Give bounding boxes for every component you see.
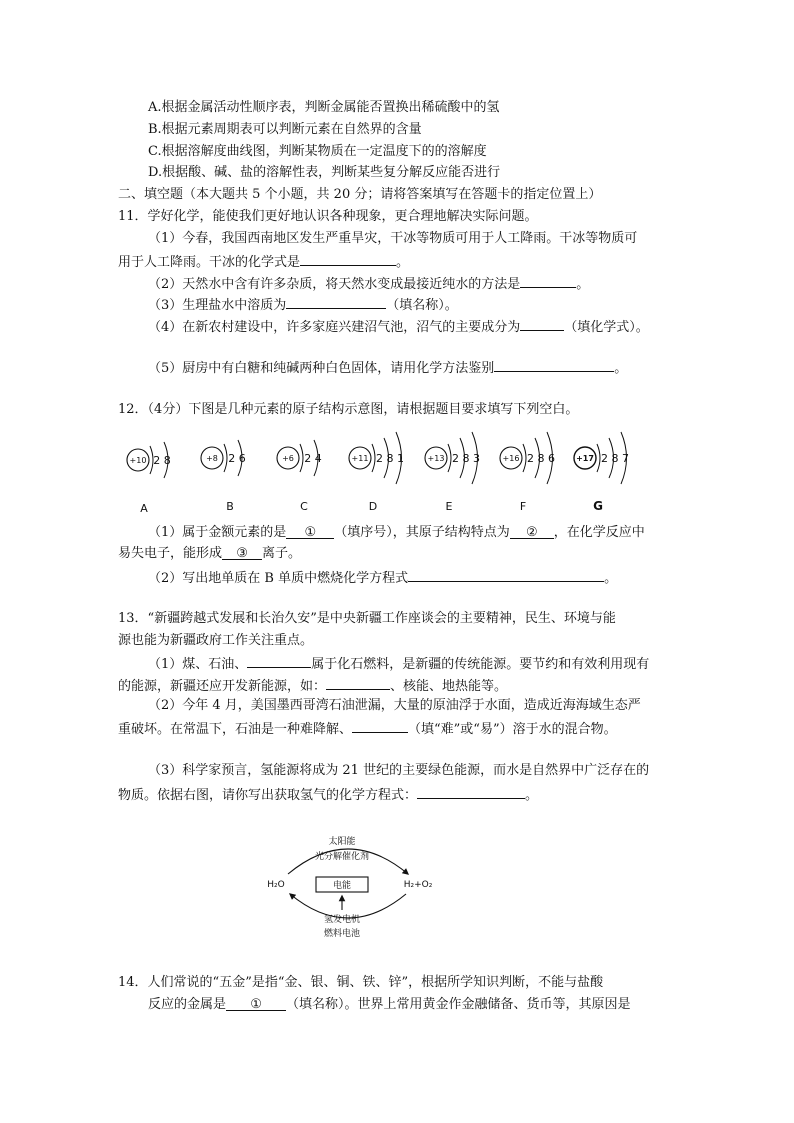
section-header: 二、填空题（本大题共 5 个小题，共 20 分；请将答案填写在答题卡的指定位置上） bbox=[118, 187, 602, 202]
q12-part1b-text: 易失电子，能形成 bbox=[118, 546, 223, 561]
q11-part3 bbox=[148, 293, 458, 316]
atom-e-nucleus: +13 bbox=[427, 454, 445, 463]
atom-g-nucleus: +17 bbox=[576, 454, 594, 463]
atom-a-shells: 2 8 bbox=[153, 454, 171, 467]
q12-part1b-end: 离子。 bbox=[262, 546, 302, 561]
q12-part1-text: （1）属于金额元素的是 bbox=[148, 525, 287, 540]
atom-g-shells: 2 8 7 bbox=[601, 452, 629, 465]
q13-part1-line2 bbox=[118, 674, 507, 697]
atom-b-shells: 2 6 bbox=[228, 452, 246, 465]
q11-part4 bbox=[148, 315, 649, 338]
atom-f-nucleus: +16 bbox=[502, 454, 520, 463]
q13-blank-hydrogen-equation[interactable] bbox=[417, 783, 525, 799]
q12-part2-end: 。 bbox=[604, 571, 618, 586]
q12-stem: 12．（4分）下图是几种元素的原子结构示意图，请根据题目要求填写下列空白。 bbox=[118, 402, 579, 417]
q11-stem: 11．学好化学，能使我们更好地认识各种现象，更合理地解决实际问题。 bbox=[118, 209, 538, 224]
option-c: C.根据溶解度曲线图，判断某物质在一定温度下的的溶解度 bbox=[148, 144, 487, 159]
q11-blank-dry-ice[interactable] bbox=[300, 250, 396, 266]
atom-g-label: G bbox=[593, 499, 603, 513]
fuel-cell-label: 燃料电池 bbox=[323, 929, 361, 939]
q14-line1: 14．人们常说的“五金”是指“金、银、铜、铁、锌”，根据所学知识判断，不能与盐酸 bbox=[118, 975, 604, 990]
q13-part3-line1: （3）科学家预言，氢能源将成为 21 世纪的主要绿色能源，而水是自然界中广泛存在的 bbox=[148, 763, 650, 778]
solar-energy-label: 太阳能 bbox=[328, 837, 356, 847]
q12-blank-1[interactable]: ① bbox=[286, 523, 334, 539]
electric-energy-label: 电能 bbox=[332, 881, 352, 891]
q13-part1b-text: 的能源，新疆还应开发新能源，如： bbox=[118, 679, 327, 694]
q14-line2 bbox=[148, 995, 631, 1015]
q11-part4-text: （4）在新农村建设中，许多家庭兴建沼气池，沼气的主要成分为 bbox=[148, 320, 521, 335]
q12-part1-line1 bbox=[148, 523, 645, 543]
q11-part1-line2 bbox=[118, 250, 409, 273]
q11-part5 bbox=[148, 356, 627, 379]
atomic-structure-svg bbox=[118, 420, 678, 520]
q11-part5-end: 。 bbox=[614, 361, 628, 376]
q14-blank-1[interactable]: ① bbox=[226, 995, 286, 1011]
q13-part1-line1 bbox=[148, 652, 649, 675]
q11-part1-end: 。 bbox=[396, 255, 410, 270]
q13-part3b-text: 物质。依据右图，请你写出获取氢气的化学方程式： bbox=[118, 788, 418, 803]
hydrogen-cycle-svg bbox=[248, 830, 448, 945]
catalyst-label: 光分解催化剂 bbox=[314, 852, 370, 862]
q11-part2 bbox=[148, 272, 589, 295]
q13-stem-line2: 源也能为新疆政府工作关注重点。 bbox=[118, 633, 314, 648]
q12-part1-line2 bbox=[118, 544, 301, 564]
atom-a-nucleus: +10 bbox=[129, 456, 147, 465]
q11-part4-end: （填化学式）。 bbox=[564, 320, 649, 335]
q11-part2-end: 。 bbox=[576, 277, 590, 292]
q11-part2-text: （2）天然水中含有许多杂质，将天然水变成最接近纯水的方法是 bbox=[148, 277, 521, 292]
q13-blank-new-energy[interactable] bbox=[326, 674, 390, 690]
atom-c-nucleus: +6 bbox=[282, 454, 294, 463]
atom-e-shells: 2 8 3 bbox=[452, 452, 480, 465]
q14-line2-end: （填名称）。世界上常用黄金作金融储备、货币等，其原因是 bbox=[286, 997, 631, 1012]
option-b: B.根据元素周期表可以判断元素在自然界的含量 bbox=[148, 122, 422, 137]
hydrogen-generator-label: 氢发电机 bbox=[323, 915, 361, 925]
atom-b-label: B bbox=[226, 500, 234, 513]
atom-e-label: E bbox=[445, 500, 453, 513]
q11-part3-text: （3）生理盐水中溶质为 bbox=[148, 298, 287, 313]
atom-d-label: D bbox=[368, 500, 378, 513]
q13-part2-line1: （2）今年 4 月，美国墨西哥湾石油泄漏，大量的原油浮于水面，造成近海海域生态严 bbox=[148, 698, 641, 713]
atom-b-nucleus: +8 bbox=[206, 454, 218, 463]
q11-blank-pure-water[interactable] bbox=[520, 272, 576, 288]
q12-part2 bbox=[148, 566, 617, 589]
q13-part3-line2 bbox=[118, 783, 538, 806]
water-label: H₂O bbox=[267, 880, 285, 890]
q12-part1-mid: （填序号），其原子结构特点为 bbox=[334, 525, 510, 540]
q13-part1-text: （1）煤、石油、 bbox=[148, 657, 248, 672]
option-d: D.根据酸、碱、盐的溶解性表，判断某些复分解反应能否进行 bbox=[148, 165, 501, 180]
option-a: A.根据金属活动性顺序表，判断金属能否置换出稀硫酸中的氢 bbox=[148, 100, 500, 115]
q13-part2b-text: 重破坏。在常温下，石油是一种难降解、 bbox=[118, 722, 353, 737]
q12-blank-equation[interactable] bbox=[408, 566, 604, 582]
q11-blank-biogas[interactable] bbox=[520, 315, 564, 331]
q13-blank-solubility[interactable] bbox=[352, 717, 408, 733]
q13-part2b-end: （填“难”或“易”）溶于水的混合物。 bbox=[408, 722, 617, 737]
hydrogen-oxygen-label: H₂+O₂ bbox=[403, 880, 433, 890]
q13-stem-line1: 13．“新疆跨越式发展和长治久安”是中央新疆工作座谈会的主要精神，民生、环境与能 bbox=[118, 611, 616, 626]
atom-d-shells: 2 8 1 bbox=[376, 452, 404, 465]
q13-blank-fossil[interactable] bbox=[247, 652, 311, 668]
q14-line2-text: 反应的金属是 bbox=[148, 997, 227, 1012]
q11-blank-solute[interactable] bbox=[286, 293, 386, 309]
atom-f-label: F bbox=[519, 500, 527, 513]
atomic-structure-figure bbox=[118, 420, 678, 520]
q12-blank-3[interactable]: ③ bbox=[222, 544, 262, 560]
q11-part5-text: （5）厨房中有白糖和纯碱两种白色固体，请用化学方法鉴别 bbox=[148, 361, 495, 376]
q12-part2-text: （2）写出地单质在 B 单质中燃烧化学方程式 bbox=[148, 571, 409, 586]
q13-part1-end: 属于化石燃料，是新疆的传统能源。要节约和有效利用现有 bbox=[311, 657, 650, 672]
atom-f-shells: 2 8 6 bbox=[527, 452, 555, 465]
q13-part1b-end: 、核能、地热能等。 bbox=[390, 679, 508, 694]
q12-blank-2[interactable]: ② bbox=[510, 523, 554, 539]
atom-d-nucleus: +11 bbox=[351, 454, 369, 463]
atom-c-shells: 2 4 bbox=[304, 452, 322, 465]
q13-part2-line2 bbox=[118, 717, 617, 740]
q13-part3b-end: 。 bbox=[525, 788, 539, 803]
q11-part1-line1: （1）今春，我国西南地区发生严重旱灾，干冰等物质可用于人工降雨。干冰等物质可 bbox=[148, 231, 638, 246]
q11-part3-end: （填名称）。 bbox=[386, 298, 458, 313]
q11-blank-identify[interactable] bbox=[494, 356, 614, 372]
atom-c-label: C bbox=[300, 500, 308, 513]
q12-part1-end: ，在化学反应中 bbox=[553, 525, 645, 540]
atom-a-label: A bbox=[140, 502, 148, 515]
q11-part1-text: 用于人工降雨。干冰的化学式是 bbox=[118, 255, 301, 270]
hydrogen-cycle-diagram bbox=[248, 830, 448, 945]
